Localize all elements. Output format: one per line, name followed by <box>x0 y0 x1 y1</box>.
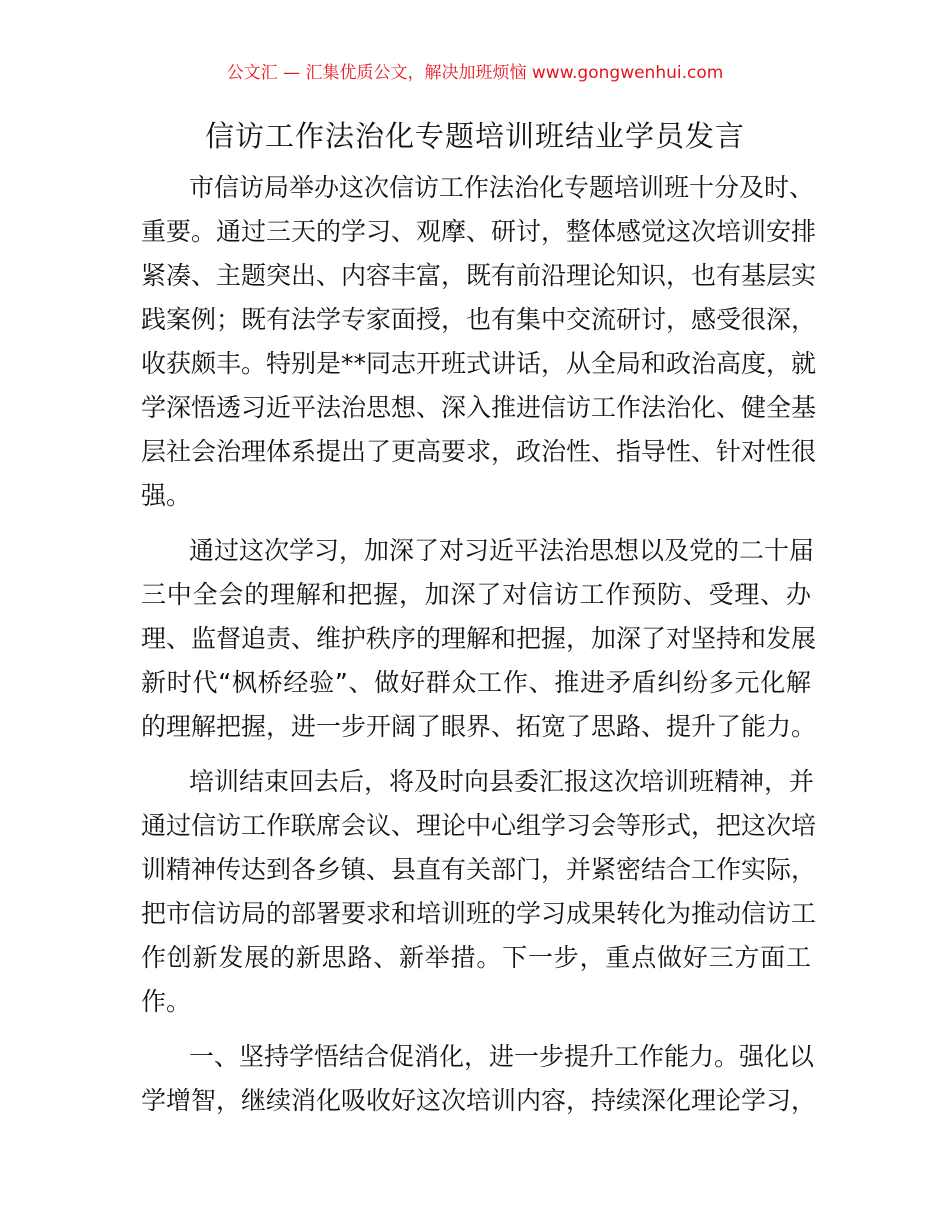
text-line: 紧凑、主题突出、内容丰富，既有前沿理论知识，也有基层实 <box>141 261 817 290</box>
watermark-header: 公文汇 — 汇集优质公文，解决加班烦恼 www.gongwenhui.com <box>226 63 724 83</box>
text-line: 通过这次学习，加深了对习近平法治思想以及党的二十届 <box>189 536 815 565</box>
text-line: 三中全会的理解和把握，加深了对信访工作预防、受理、办 <box>141 580 811 609</box>
text-line: 理、监督追责、维护秩序的理解和把握，加深了对坚持和发展 <box>141 624 817 653</box>
text-line: 的理解把握，进一步开阔了眼界、拓宽了思路、提升了能力。 <box>141 712 817 741</box>
text-line: 收获颇丰。特别是**同志开班式讲话，从全局和政治高度，就 <box>141 349 817 378</box>
document-title: 信访工作法治化专题培训班结业学员发言 <box>204 119 745 153</box>
text-line: 把市信访局的部署要求和培训班的学习成果转化为推动信访工 <box>141 899 817 928</box>
text-line: 训精神传达到各乡镇、县直有关部门，并紧密结合工作实际， <box>141 855 817 884</box>
text-line: 强。 <box>141 481 192 510</box>
text-line: 通过信访工作联席会议、理论中心组学习会等形式，把这次培 <box>141 811 817 840</box>
text-line: 作。 <box>141 987 192 1016</box>
text-line: 学增智，继续消化吸收好这次培训内容，持续深化理论学习， <box>141 1086 817 1115</box>
text-line: 重要。通过三天的学习、观摩、研讨，整体感觉这次培训安排 <box>141 217 817 246</box>
text-line: 践案例；既有法学专家面授，也有集中交流研讨，感受很深， <box>141 305 817 334</box>
text-line: 学深悟透习近平法治思想、深入推进信访工作法治化、健全基 <box>141 393 817 422</box>
text-line: 市信访局举办这次信访工作法治化专题培训班十分及时、 <box>189 173 815 202</box>
paragraph <box>141 1035 817 1123</box>
paragraph <box>141 529 817 749</box>
text-line: 作创新发展的新思路、新举措。下一步，重点做好三方面工 <box>141 943 811 972</box>
paragraph <box>141 166 817 518</box>
text-line: 新时代“枫桥经验”、做好群众工作、推进矛盾纠纷多元化解 <box>141 668 811 697</box>
text-line: 层社会治理体系提出了更高要求，政治性、指导性、针对性很 <box>141 437 817 466</box>
text-line: 培训结束回去后，将及时向县委汇报这次培训班精神，并 <box>189 767 815 796</box>
document-body <box>141 166 817 1134</box>
text-line: 一、坚持学悟结合促消化，进一步提升工作能力。强化以 <box>189 1042 815 1071</box>
paragraph <box>141 760 817 1024</box>
